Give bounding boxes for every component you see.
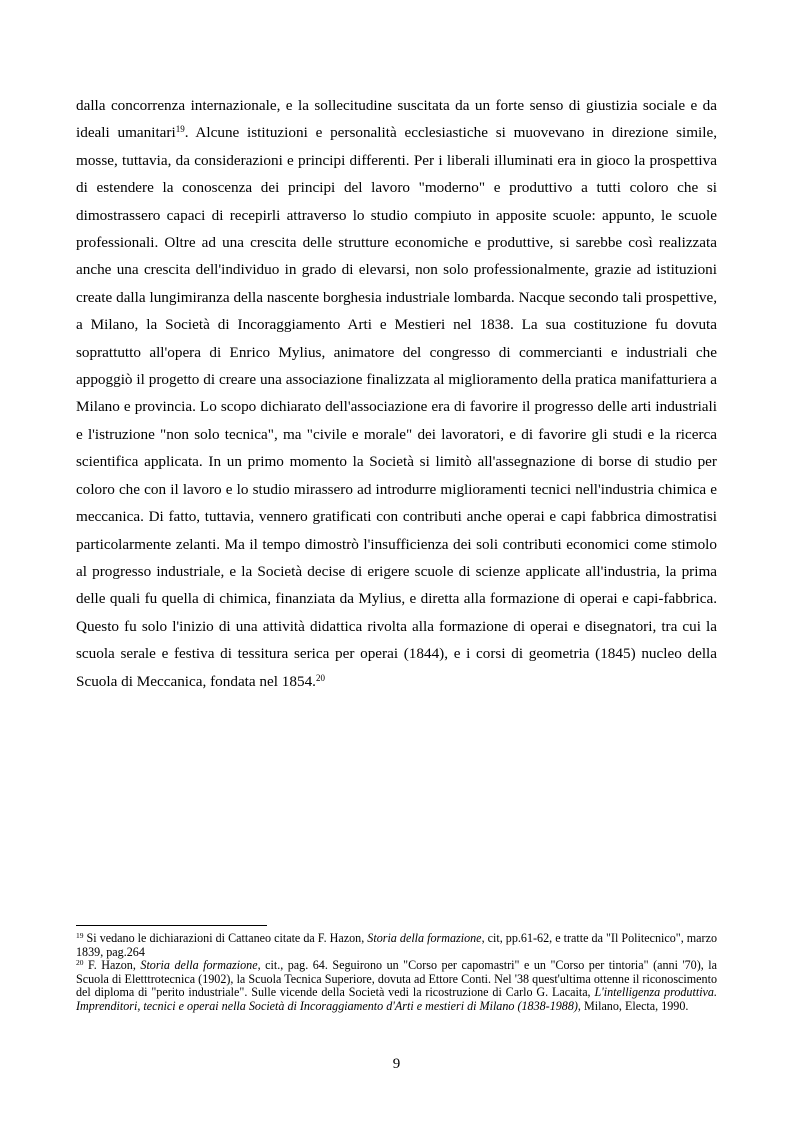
body-paragraph	[76, 92, 717, 695]
paragraph-text-part-1: dalla concorrenza internazionale, e la sollecitudine suscitata da un forte senso di giustizia sociale e da ideali umanitari	[76, 97, 717, 142]
main-paragraph	[76, 92, 717, 695]
footnotes	[76, 932, 717, 1014]
footnote-19-text-b: , cit, pp.61-62, e tratte da "Il Politecnico", marzo 1839, pag.264	[76, 931, 717, 959]
footnote-19-number: 19	[76, 931, 84, 940]
footnote-20-text-b: , cit., pag. 64. Seguirono un "Corso per capomastri" e un "Corso per tintoria" (anni '70), la Scuola di Eletttrotecnica (1902), la Scuola Tecnica Superiore, dovuta ad Ettore Conti. Nel '38 quest'ultima ottenne il riconoscimento del diploma di "perito industriale". Sulle vicende della Società vedi la ricostruzione di Carlo G. Lacaita,	[76, 958, 718, 1000]
footnote-20	[76, 959, 717, 1013]
footnote-20-text-c: , Milano, Electa, 1990.	[577, 998, 689, 1013]
page-number: 9	[392, 1056, 401, 1072]
footnote-ref-19[interactable]: 19	[175, 124, 185, 135]
footnote-20-text-a: F. Hazon,	[83, 958, 141, 973]
footnote-20-title-b: L'intelligenza produttiva. Imprenditori, tecnici e operai nella Società di Incoraggiamento d'Arti e mestieri di Milano (1838-1988)	[76, 985, 717, 1013]
footnote-19-text-a: Si vedano le dichiarazioni di Cattaneo citate da F. Hazon,	[83, 931, 368, 945]
paragraph-text-part-2: . Alcune istituzioni e personalità ecclesiastiche si muovevano in direzione simile, mosse, tuttavia, da considerazioni e principi differenti. Per i liberali illuminati era in gioco la prospettiva di estendere la conoscenza dei principi del lavoro "moderno" e produttivo a tutti coloro che si dimostrassero capaci di recepirli attraverso lo studio compiuto in apposite scuole: appunto, le scuole professionali. Oltre ad una crescita delle strutture economiche e produttive, si sarebbe così realizzata anche una crescita dell'individuo in grado di elevarsi, non solo professionalmente, grazie ad istituzioni create dalla lungimiranza della nascente borghesia industriale lombarda. Nacque secondo tali prospettive, a Milano, la Società di Incoraggiamento Arti e Mestieri nel 1838. La sua costituzione fu dovuta soprattutto all'opera di Enrico Mylius, animatore del congresso di commercianti e industriali che appoggiò il progetto di creare una associazione finalizzata al miglioramento della pratica manifatturiera a Milano e provincia. Lo scopo dichiarato dell'associazione era di favorire il progresso delle arti industriali e l'istruzione "non solo tecnica", ma "civile e morale" dei lavoratori, e di favorire gli studi e la ricerca scientifica applicata. In un primo momento la Società si limitò all'assegnazione di borse di studio per coloro che con il lavoro e lo studio mirassero ad introdurre miglioramenti tecnici nell'industria chimica e meccanica. Di fatto, tuttavia, vennero gratificati con contributi anche operai e capi fabbrica dimostratisi particolarmente zelanti. Ma il tempo dimostrò l'insufficienza dei soli contributi economici come stimolo al progresso industriale, e la Società decise di erigere scuole di scienze applicate all'industria, la prima delle quali fu quella di chimica, finanziata da Mylius, e diretta alla formazione di operai e capi-fabbrica. Questo fu solo l'inizio di una attività didattica rivolta alla formazione di operai e disegnatori, tra cui la scuola serale e festiva di tessitura serica per operai (1844), e i corsi di geometria (1845) nucleo della Scuola di Meccanica, fondata nel 1854.	[76, 124, 717, 690]
footnote-separator	[76, 925, 267, 926]
footnote-19-title: Storia della formazione	[367, 931, 482, 945]
footnote-20-number: 20	[76, 958, 84, 968]
footnote-20-title-a: Storia della formazione	[140, 958, 258, 973]
footnote-ref-20[interactable]: 20	[315, 672, 325, 683]
footnote-19	[76, 932, 717, 959]
